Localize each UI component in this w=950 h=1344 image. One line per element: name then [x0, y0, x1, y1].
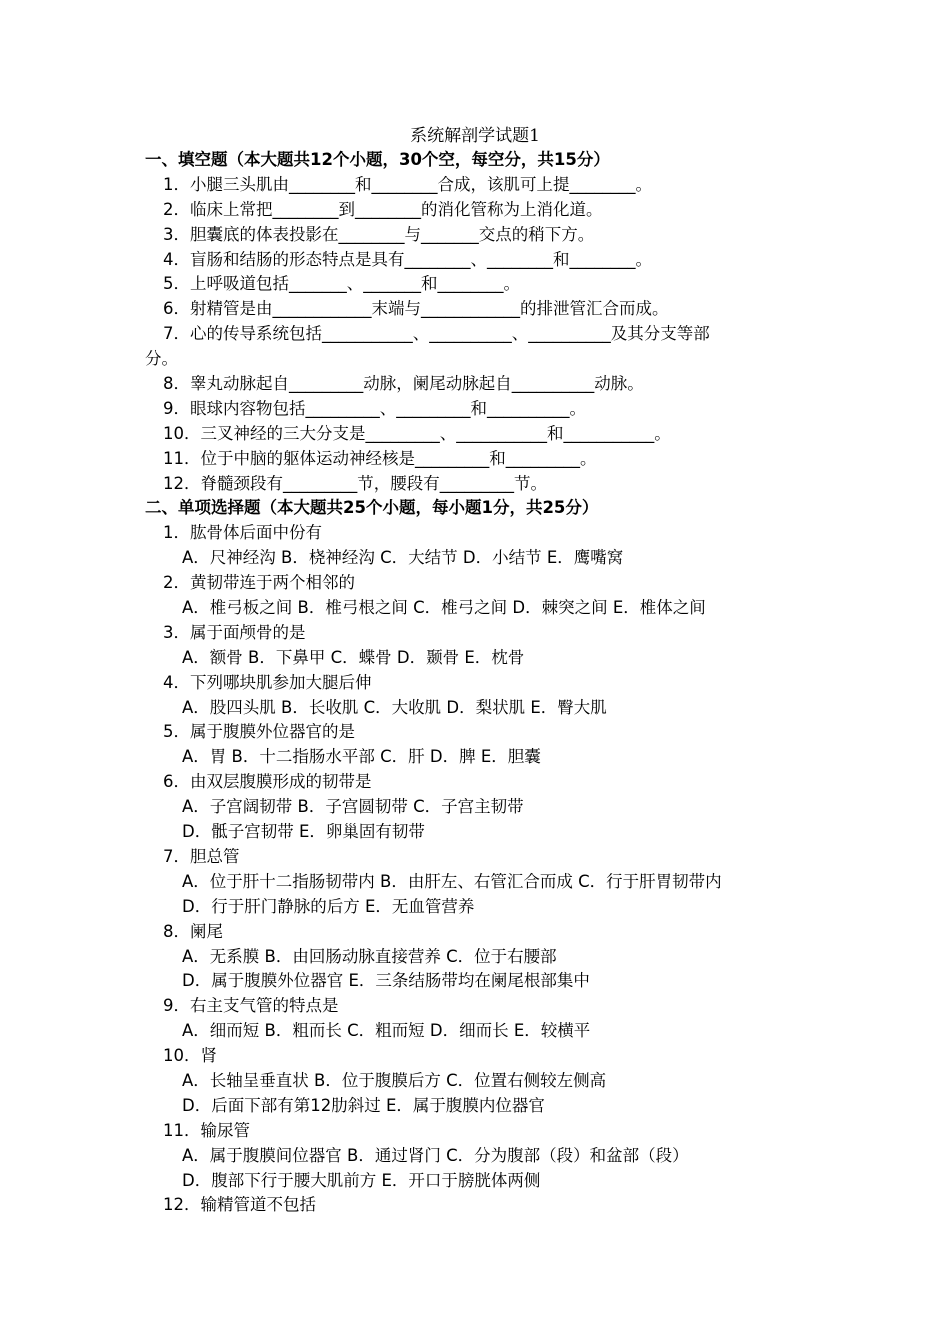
- choice-question: 6．由双层腹膜形成的韧带是: [163, 772, 372, 792]
- choice-options: A．额骨 B．下鼻甲 C．蝶骨 D．颞骨 E．枕骨: [182, 647, 525, 667]
- fill-in-question-line: 11．位于中脑的躯体运动神经核是_________和_________。: [163, 448, 597, 468]
- choice-options: A．胃 B．十二指肠水平部 C．肝 D．脾 E．胆囊: [182, 747, 541, 767]
- choice-question: 3．属于面颅骨的是: [163, 622, 306, 642]
- fill-in-question-line: 10．三叉神经的三大分支是_________、___________和___________。: [163, 423, 671, 443]
- single-choice-questions: [145, 521, 815, 1218]
- choice-options: A．长轴呈垂直状 B．位于腹膜后方 C．位置右侧较左侧高: [182, 1070, 607, 1090]
- fill-in-question-line: 12．脊髓颈段有_________节，腰段有_________节。: [163, 473, 547, 493]
- choice-options: A．股四头肌 B．长收肌 C．大收肌 D．梨状肌 E．臀大肌: [182, 697, 607, 717]
- choice-options: A．尺神经沟 B．桡神经沟 C．大结节 D．小结节 E．鹰嘴窝: [182, 548, 624, 568]
- section-heading-single-choice: 二、单项选择题（本大题共25个小题，每小题1分，共25分）: [145, 498, 599, 518]
- document-body: [145, 148, 815, 1218]
- choice-options: A．细而短 B．粗而长 C．粗而短 D．细而长 E．较横平: [182, 1021, 591, 1041]
- choice-question: 10．肾: [163, 1046, 217, 1066]
- choice-question: 4．下列哪块肌参加大腿后伸: [163, 672, 372, 692]
- document-title: 系统解剖学试题1: [410, 126, 540, 146]
- choice-question: 7．胆总管: [163, 846, 240, 866]
- fill-in-question-line: 5．上呼吸道包括_______、_______和________。: [163, 274, 520, 294]
- fill-in-question-line: 3．胆囊底的体表投影在________与_______交点的稍下方。: [163, 224, 595, 244]
- choice-options: A．子宫阔韧带 B．子宫圆韧带 C．子宫主韧带: [182, 797, 524, 817]
- fill-in-question-line: 1．小腿三头肌由________和________合成，该肌可上提________。: [163, 174, 652, 194]
- choice-options: A．位于肝十二指肠韧带内 B．由肝左、右管汇合而成 C．行于肝胃韧带内: [182, 871, 722, 891]
- fill-in-question-line: 9．眼球内容物包括_________、_________和__________。: [163, 398, 586, 418]
- choice-options: D．属于腹膜外位器官 E．三条结肠带均在阑尾根部集中: [182, 971, 590, 991]
- choice-options: D．腹部下行于腰大肌前方 E．开口于膀胱体两侧: [182, 1170, 541, 1190]
- choice-question: 8．阑尾: [163, 921, 223, 941]
- choice-options: D．行于肝门静脉的后方 E．无血管营养: [182, 896, 475, 916]
- choice-options: A．椎弓板之间 B．椎弓根之间 C．椎弓之间 D．棘突之间 E．椎体之间: [182, 598, 706, 618]
- section-heading-fill-in: 一、填空题（本大题共12个小题，30个空，每空分，共15分）: [145, 150, 610, 169]
- fill-in-question-line: 2．临床上常把________到________的消化管称为上消化道。: [163, 199, 603, 219]
- choice-options: A．属于腹膜间位器官 B．通过肾门 C．分为腹部（段）和盆部（段）: [182, 1145, 689, 1165]
- choice-question: 5．属于腹膜外位器官的是: [163, 722, 355, 742]
- fill-in-questions: [145, 173, 815, 497]
- choice-question: 12．输精管道不包括: [163, 1195, 316, 1215]
- fill-in-question-line: 7．心的传导系统包括___________、__________、__________及其分支等部: [163, 324, 710, 344]
- choice-question: 9．右主支气管的特点是: [163, 996, 339, 1016]
- choice-options: D．后面下部有第12肋斜过 E．属于腹膜内位器官: [182, 1095, 545, 1115]
- fill-in-question-line: 8．睾丸动脉起自_________动脉，阑尾动脉起自__________动脉。: [163, 374, 644, 394]
- choice-question: 1．肱骨体后面中份有: [163, 523, 322, 543]
- choice-options: D．骶子宫韧带 E．卵巢固有韧带: [182, 822, 425, 842]
- choice-question: 2．黄韧带连于两个相邻的: [163, 573, 355, 593]
- choice-question: 11．输尿管: [163, 1120, 250, 1140]
- fill-in-question-line: 6．射精管是由____________末端与____________的排泄管汇合而成。: [163, 299, 669, 319]
- choice-options: A．无系膜 B．由回肠动脉直接营养 C．位于右腰部: [182, 946, 557, 966]
- fill-in-question-line: 分。: [145, 349, 178, 369]
- fill-in-question-line: 4．盲肠和结肠的形态特点是具有________、________和________。: [163, 249, 652, 269]
